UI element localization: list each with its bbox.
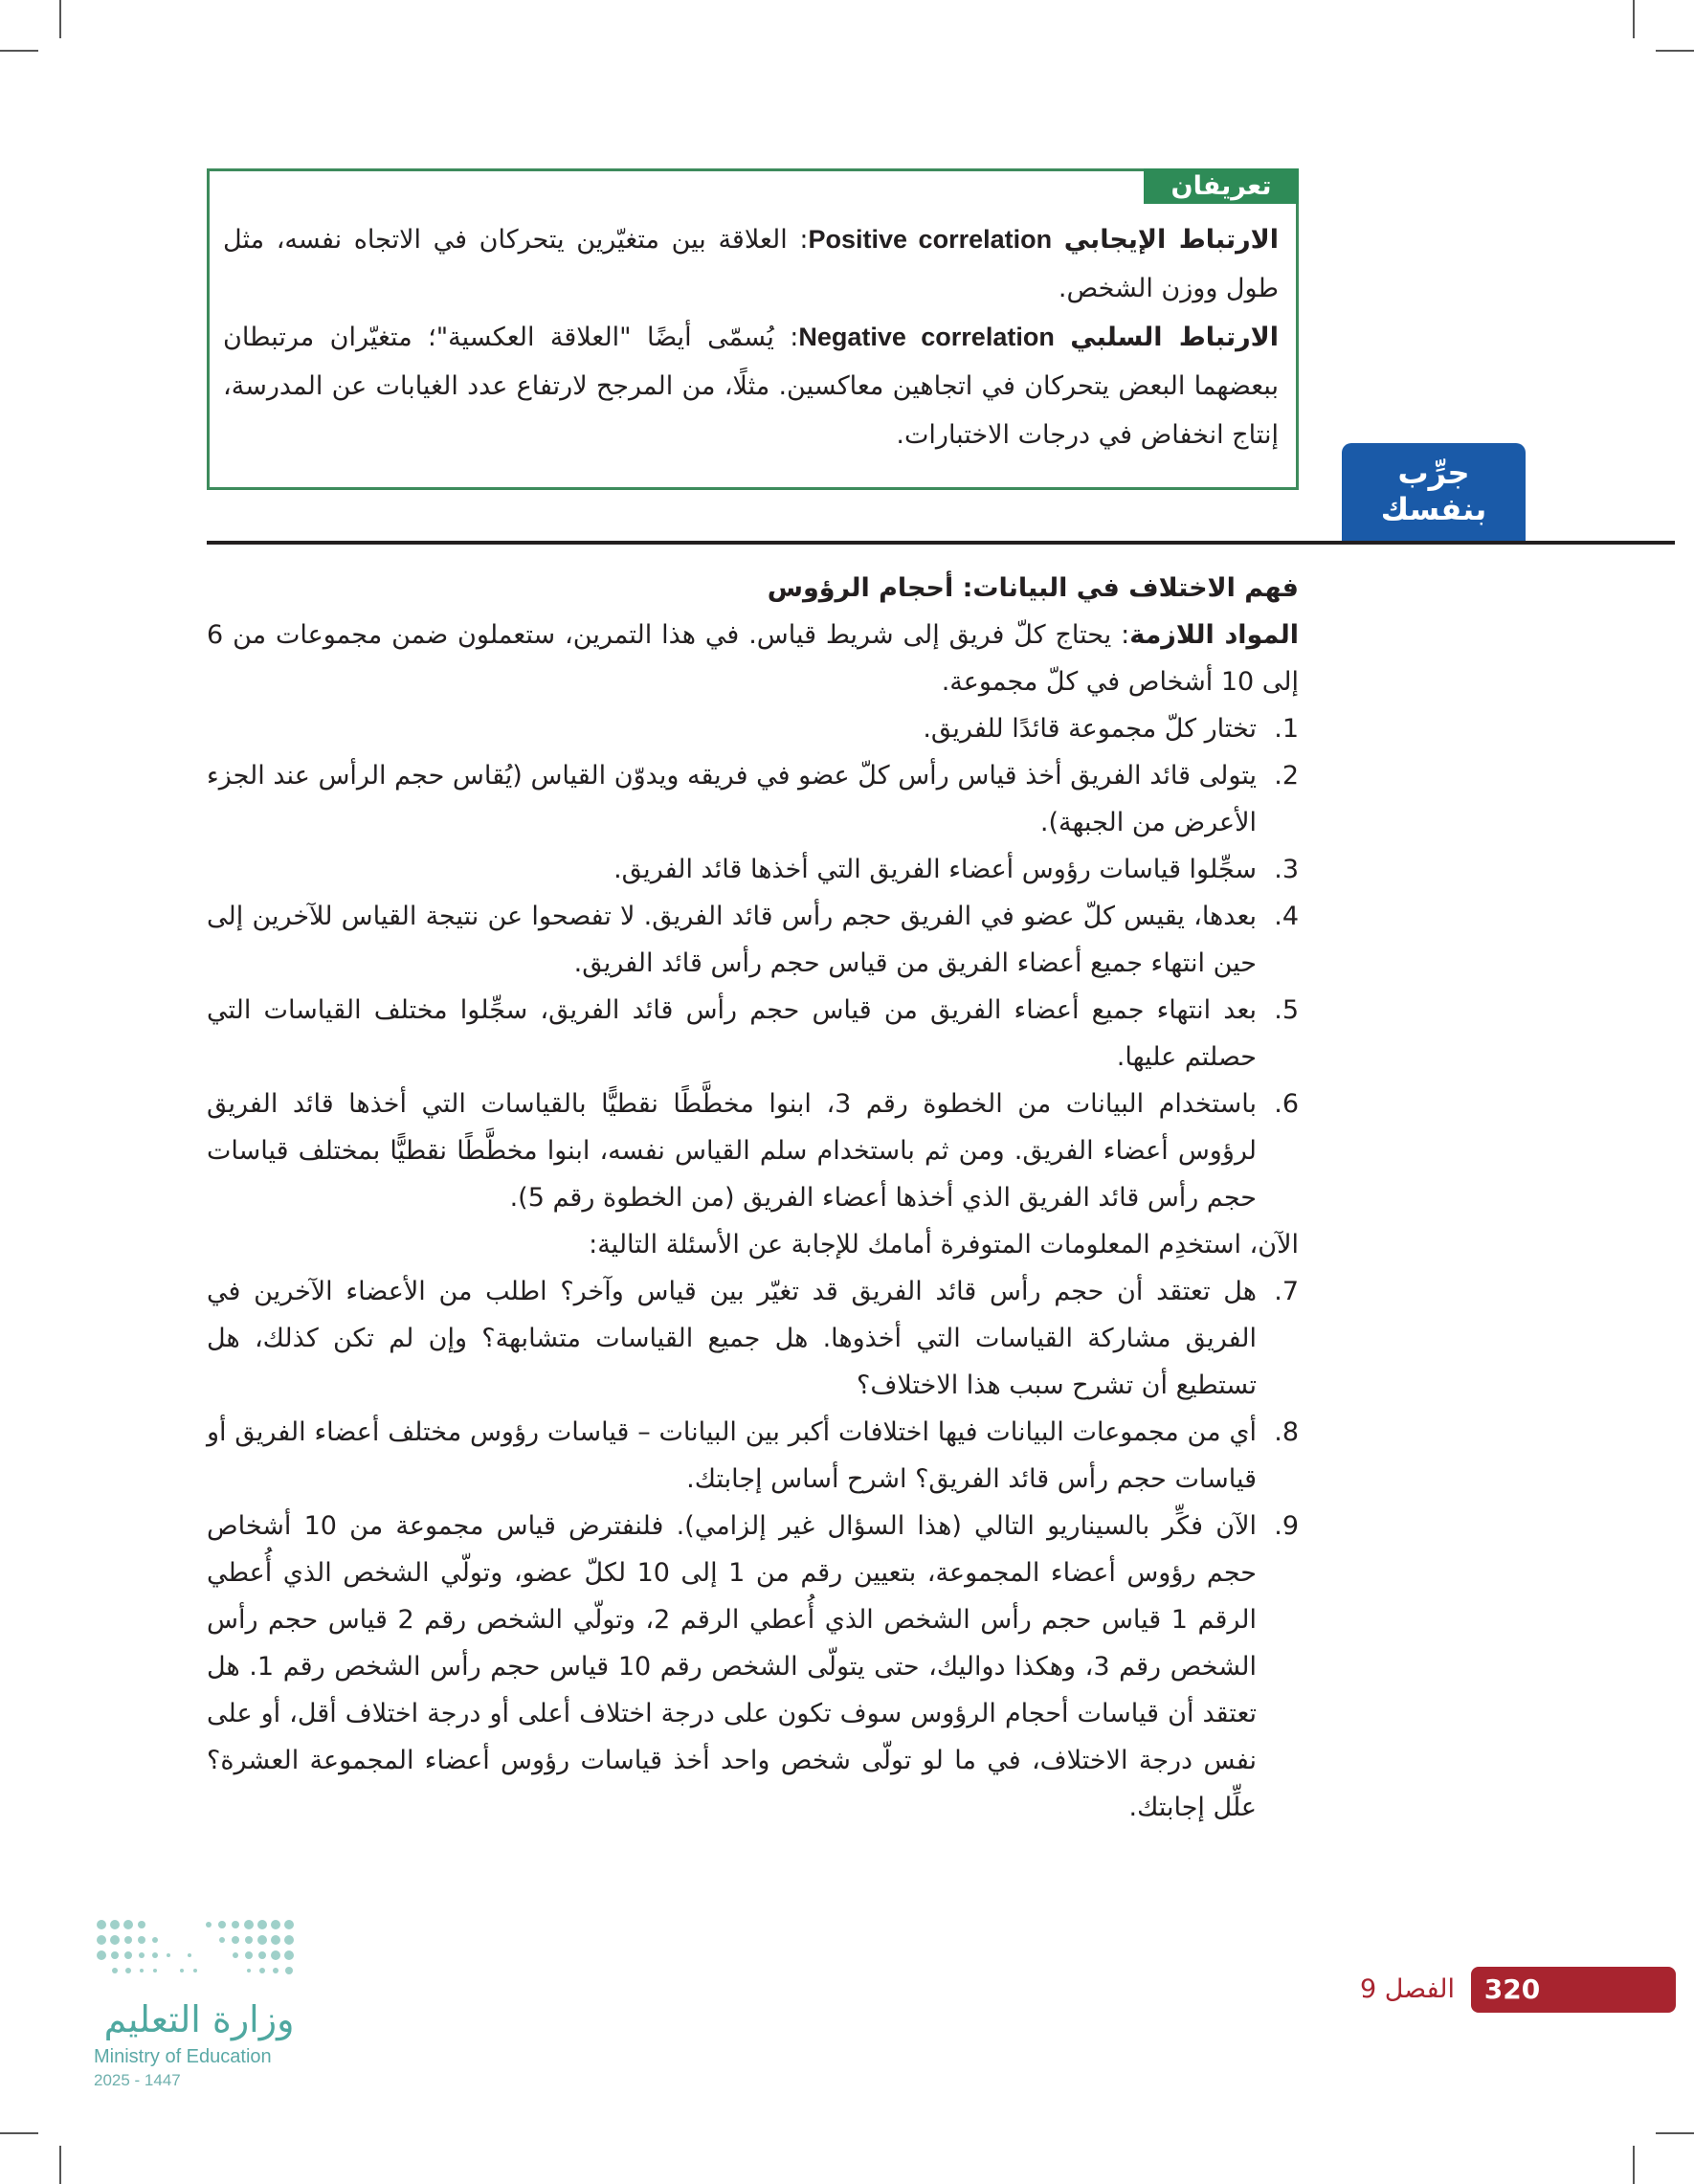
- definitions-label: تعريفان: [1144, 168, 1299, 204]
- questions-list: [207, 1268, 1299, 1831]
- question-number: 7.: [1274, 1277, 1299, 1306]
- list-item: [207, 1081, 1299, 1221]
- try-tab-line2: بنفسك: [1380, 491, 1487, 527]
- ministry-name-ar: وزارة التعليم: [103, 1998, 295, 2040]
- step-text: يتولى قائد الفريق أخذ قياس رأس كلّ عضو في فريقه ويدوّن القياس (يُقاس حجم الرأس عند الجزء الأعرض من الجبهة).: [207, 761, 1257, 837]
- step-text: بعد انتهاء جميع أعضاء الفريق من قياس حجم رأس قائد الفريق، سجِّلوا مختلف القياسات التي حصلتم عليها.: [207, 995, 1257, 1072]
- question-number: 8.: [1274, 1417, 1299, 1447]
- list-item: [207, 893, 1299, 987]
- negative-term-ar: الارتباط السلبي: [1070, 323, 1279, 352]
- page-number: 320: [1483, 1973, 1541, 2005]
- definition-positive: [223, 215, 1279, 313]
- try-tab-line1: جرِّب: [1397, 455, 1470, 491]
- step-text: باستخدام البيانات من الخطوة رقم 3، ابنوا مخطَّطًا نقطيًّا بالقياسات التي أخذها قائد الفريق لرؤوس أعضاء الفريق. ومن ثم باستخدام سلم القياس نفسه، ابنوا مخطَّطًا نقطيًّا بمختلف قياسات حجم رأس قائد الفريق الذي أخذها أعضاء الفريق (من الخطوة رقم 5).: [207, 1089, 1257, 1213]
- crop-mark: [1633, 0, 1635, 38]
- step-number: 1.: [1274, 714, 1299, 744]
- question-text: أي من مجموعات البيانات فيها اختلافات أكبر بين البيانات – قياسات رؤوس مختلف أعضاء الفريق أو قياسات حجم رأس قائد الفريق؟ اشرح أساس إجابتك.: [207, 1417, 1257, 1494]
- list-item: [207, 987, 1299, 1081]
- ministry-year: 2025 - 1447: [94, 2071, 181, 2089]
- step-number: 2.: [1274, 761, 1299, 791]
- step-text: سجِّلوا قياسات رؤوس أعضاء الفريق التي أخذها قائد الفريق.: [613, 855, 1257, 884]
- crop-mark: [59, 2146, 61, 2184]
- list-item: [207, 1409, 1299, 1503]
- positive-term-ar: الارتباط الإيجابي: [1063, 225, 1279, 255]
- positive-term-en: Positive correlation: [808, 225, 1053, 254]
- ministry-name-en: Ministry of Education: [94, 2046, 272, 2067]
- section-divider: [207, 541, 1675, 545]
- list-item: [207, 846, 1299, 893]
- list-item: [207, 705, 1299, 752]
- chapter-label: الفصل 9: [1359, 1974, 1455, 2004]
- crop-mark: [0, 2132, 38, 2134]
- activity-title: فهم الاختلاف في البيانات: أحجام الرؤوس: [767, 573, 1299, 603]
- definition-negative: [223, 313, 1279, 459]
- materials-label: المواد اللازمة: [1129, 620, 1299, 650]
- step-text: تختار كلّ مجموعة قائدًا للفريق.: [923, 714, 1257, 744]
- now-instruction: الآن، استخدِم المعلومات المتوفرة أمامك للإجابة عن الأسئلة التالية:: [589, 1230, 1299, 1259]
- crop-mark: [59, 0, 61, 38]
- crop-mark: [1656, 50, 1694, 52]
- definitions-text: [223, 215, 1279, 459]
- activity-section: [207, 565, 1299, 1831]
- positive-definition-text: : العلاقة بين متغيّرين يتحركان في الاتجاه نفسه، مثل طول ووزن الشخص.: [223, 225, 1279, 303]
- list-item: [207, 1268, 1299, 1409]
- negative-definition-text: : يُسمّى أيضًا "العلاقة العكسية"؛ متغيّران مرتبطان ببعضهما البعض يتحركان في اتجاهين معاكسين. مثلًا، من المرجح لارتفاع عدد الغيابات عن المدرسة، إنتاج انخفاض في درجات الاختبارات.: [223, 323, 1279, 450]
- step-number: 6.: [1274, 1089, 1299, 1119]
- materials-text: : يحتاج كلّ فريق إلى شريط قياس. في هذا التمرين، ستعملون ضمن مجموعات من 6 إلى 10 أشخاص في كلّ مجموعة.: [207, 620, 1299, 697]
- definitions-box: [207, 168, 1299, 490]
- question-text: الآن فكِّر بالسيناريو التالي (هذا السؤال غير إلزامي). فلنفترض قياس مجموعة من 10 أشخاص حجم رؤوس أعضاء المجموعة، بتعيين رقم من 1 إلى 10 لكلّ عضو، وتولّي الشخص الذي أُعطي الرقم 1 قياس حجم رأس الشخص الذي أُعطي الرقم 2، وتولّي الشخص رقم 2 قياس حجم رأس الشخص رقم 3، وهكذا دواليك، حتى يتولّى الشخص رقم 10 قياس حجم رأس الشخص رقم 1. هل تعتقد أن قياسات أحجام الرؤوس سوف تكون على درجة اختلاف أعلى أو درجة اختلاف أقل، أو على نفس درجة الاختلاف، في ما لو تولّى شخص واحد أخذ قياسات رؤوس أعضاء المجموعة العشرة؟ علِّل إجابتك.: [207, 1511, 1258, 1822]
- step-number: 4.: [1274, 902, 1299, 931]
- crop-mark: [1633, 2146, 1635, 2184]
- question-text: هل تعتقد أن حجم رأس قائد الفريق قد تغيّر بين قياس وآخر؟ اطلب من الأعضاء الآخرين في الفريق مشاركة القياسات التي أخذوها. هل جميع القياسات متشابهة؟ وإن لم تكن كذلك، هل تستطيع أن تشرح سبب هذا الاختلاف؟: [207, 1277, 1257, 1400]
- question-number: 9.: [1274, 1511, 1299, 1541]
- ministry-logo-dots: [94, 1917, 304, 1984]
- list-item: [207, 752, 1299, 846]
- crop-mark: [1656, 2132, 1694, 2134]
- materials-paragraph: [207, 612, 1299, 705]
- list-item: [207, 1503, 1299, 1831]
- crop-mark: [0, 50, 38, 52]
- step-text: بعدها، يقيس كلّ عضو في الفريق حجم رأس قائد الفريق. لا تفصحوا عن نتيجة القياس للآخرين إلى حين انتهاء جميع أعضاء الفريق من قياس حجم رأس قائد الفريق.: [207, 902, 1257, 978]
- try-it-yourself-tab: [1342, 443, 1526, 542]
- step-number: 3.: [1274, 855, 1299, 884]
- negative-term-en: Negative correlation: [798, 323, 1055, 351]
- step-number: 5.: [1274, 995, 1299, 1025]
- steps-list: [207, 705, 1299, 1221]
